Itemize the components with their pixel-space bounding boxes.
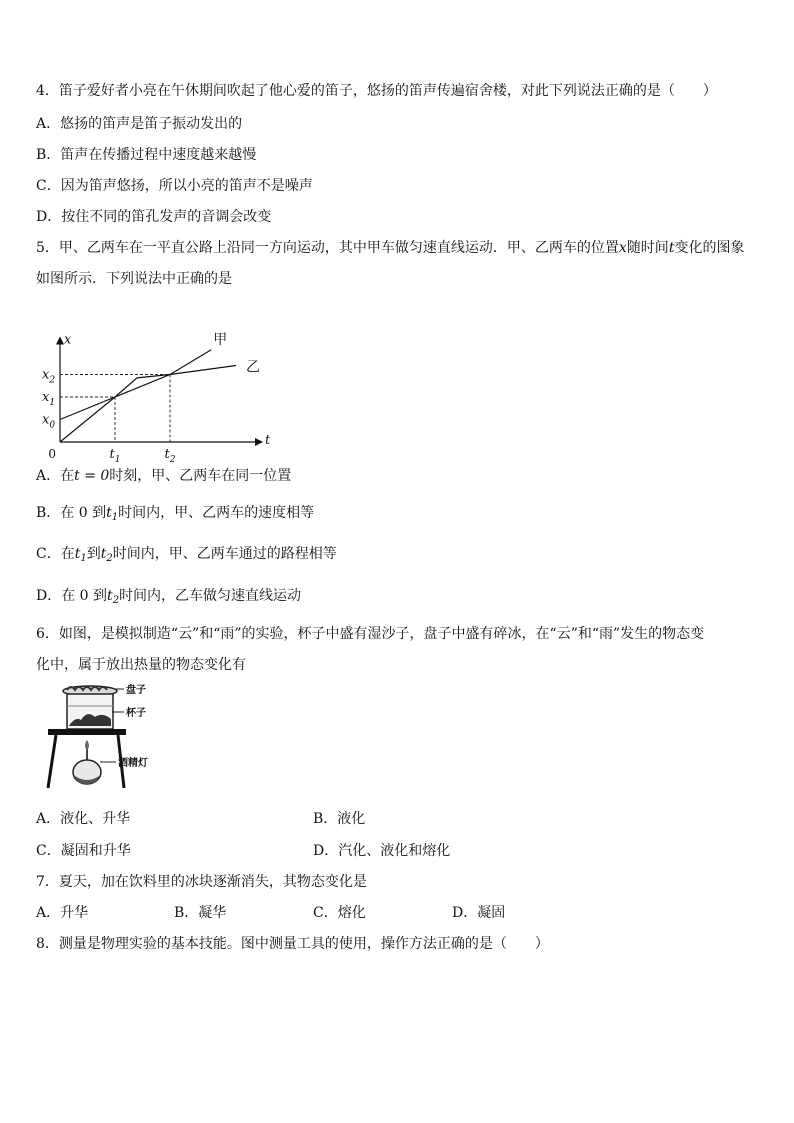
q6-option-b: B．液化	[313, 811, 366, 827]
q7-option-a: A．升华	[36, 905, 89, 921]
q5-option-a-prefix: A．在	[36, 468, 75, 484]
q5-option-b-sub: 1	[111, 512, 119, 523]
q5-option-c	[36, 544, 764, 569]
q7-option-c: C．熔化	[313, 905, 366, 921]
origin-label: 0	[48, 447, 56, 461]
q5-option-a-eq: t = 0	[74, 468, 110, 484]
q6-stem-line1: 6．如图，是模拟制造“云”和“雨”的实验，杯子中盛有湿沙子，盘子中盛有碎冰，在“云”和“雨”发生的物态变	[36, 626, 705, 642]
q6-option-a: A．液化、升华	[36, 811, 131, 827]
q5-stem-part-c: 变化的图象	[674, 240, 745, 256]
q5-option-c-text: 时间内，甲、乙两车通过的路程相等	[112, 546, 337, 562]
q4-stem: 4．笛子爱好者小亮在午休期间吹起了他心爱的笛子，悠扬的笛声传遍宿舍楼，对此下列说法正确的是（ ）	[36, 83, 717, 99]
q5-option-b-prefix: B．在 0 到	[36, 505, 107, 521]
q5-option-d-sub: 2	[112, 595, 120, 606]
stand-leg-left	[48, 735, 56, 788]
q5-option-c-prefix: C．在	[36, 546, 75, 562]
q5-var-t: t	[668, 240, 675, 256]
q4-option-d: D．按住不同的笛孔发声的音调会改变	[36, 209, 272, 225]
q5-option-c-sub1: 1	[80, 553, 87, 564]
series-line-2	[60, 366, 236, 420]
q6-apparatus-figure	[42, 682, 172, 794]
q7-option-b: B．凝华	[174, 905, 227, 921]
q5-position-time-graph	[30, 295, 290, 465]
q5-option-c-t1: t	[74, 546, 81, 562]
q5-option-b-t: t	[106, 505, 112, 521]
q5-option-d	[36, 586, 764, 611]
q5-option-c-mid: 到	[86, 546, 101, 562]
t-axis-label: t	[265, 433, 271, 448]
q5-option-d-t: t	[107, 588, 113, 604]
q5-option-d-prefix: D．在 0 到	[36, 588, 108, 604]
series-label-1: 甲	[213, 331, 228, 348]
lamp-flame	[85, 740, 89, 750]
q5-option-b-text: 时间内，甲、乙两车的速度相等	[118, 505, 315, 521]
y-tick-label-2: $x_1$	[42, 390, 56, 408]
series-line-1	[60, 350, 211, 442]
plate-label: 盘子	[126, 685, 146, 696]
q5-option-b	[36, 503, 764, 528]
q4-option-a: A．悠扬的笛声是笛子振动发出的	[36, 116, 243, 132]
q5-option-a	[36, 466, 764, 486]
q5-option-d-text: 时间内，乙车做匀速直线运动	[119, 588, 302, 604]
q7-stem: 7．夏天，加在饮料里的冰块逐渐消失，其物态变化是	[36, 874, 367, 890]
x-axis-label: x	[64, 332, 72, 348]
stand-top	[48, 729, 126, 735]
q4-option-b: B．笛声在传播过程中速度越来越慢	[36, 147, 257, 163]
q6-option-d: D．汽化、液化和熔化	[313, 843, 451, 859]
q5-option-c-t2: t	[100, 546, 107, 562]
y-tick-label-1: $x_0$	[42, 412, 56, 431]
q5-option-c-sub2: 2	[106, 553, 113, 564]
x-tick-label-2: $t_2$	[164, 447, 176, 465]
q7-option-d: D．凝固	[452, 905, 506, 921]
q4-option-c: C．因为笛声悠扬，所以小亮的笛声不是噪声	[36, 178, 313, 194]
q5-stem-line2: 如图所示．下列说法中正确的是	[36, 271, 232, 287]
q5-option-a-text: 时刻，甲、乙两车在同一位置	[109, 468, 292, 484]
q5-var-x: x	[618, 240, 627, 256]
q6-option-c: C．凝固和升华	[36, 843, 131, 859]
y-tick-label-3: $x_2$	[42, 367, 56, 386]
cup-label: 杯子	[126, 708, 146, 719]
q6-stem-line2: 化中，属于放出热量的物态变化有	[36, 657, 246, 673]
q5-stem-part-b: 随时间	[626, 240, 669, 256]
q5-stem-part-a: 5．甲、乙两车在一平直公路上沿同一方向运动，其中甲车做匀速直线运动．甲、乙两车的位置	[36, 240, 619, 256]
x-tick-label-1: $t_1$	[109, 447, 121, 465]
lamp-label: 酒精灯	[118, 758, 148, 769]
q5-stem-line1	[36, 238, 764, 258]
series-label-2: 乙	[246, 359, 260, 376]
q8-stem: 8．测量是物理实验的基本技能。图中测量工具的使用，操作方法正确的是（ ）	[36, 936, 549, 952]
